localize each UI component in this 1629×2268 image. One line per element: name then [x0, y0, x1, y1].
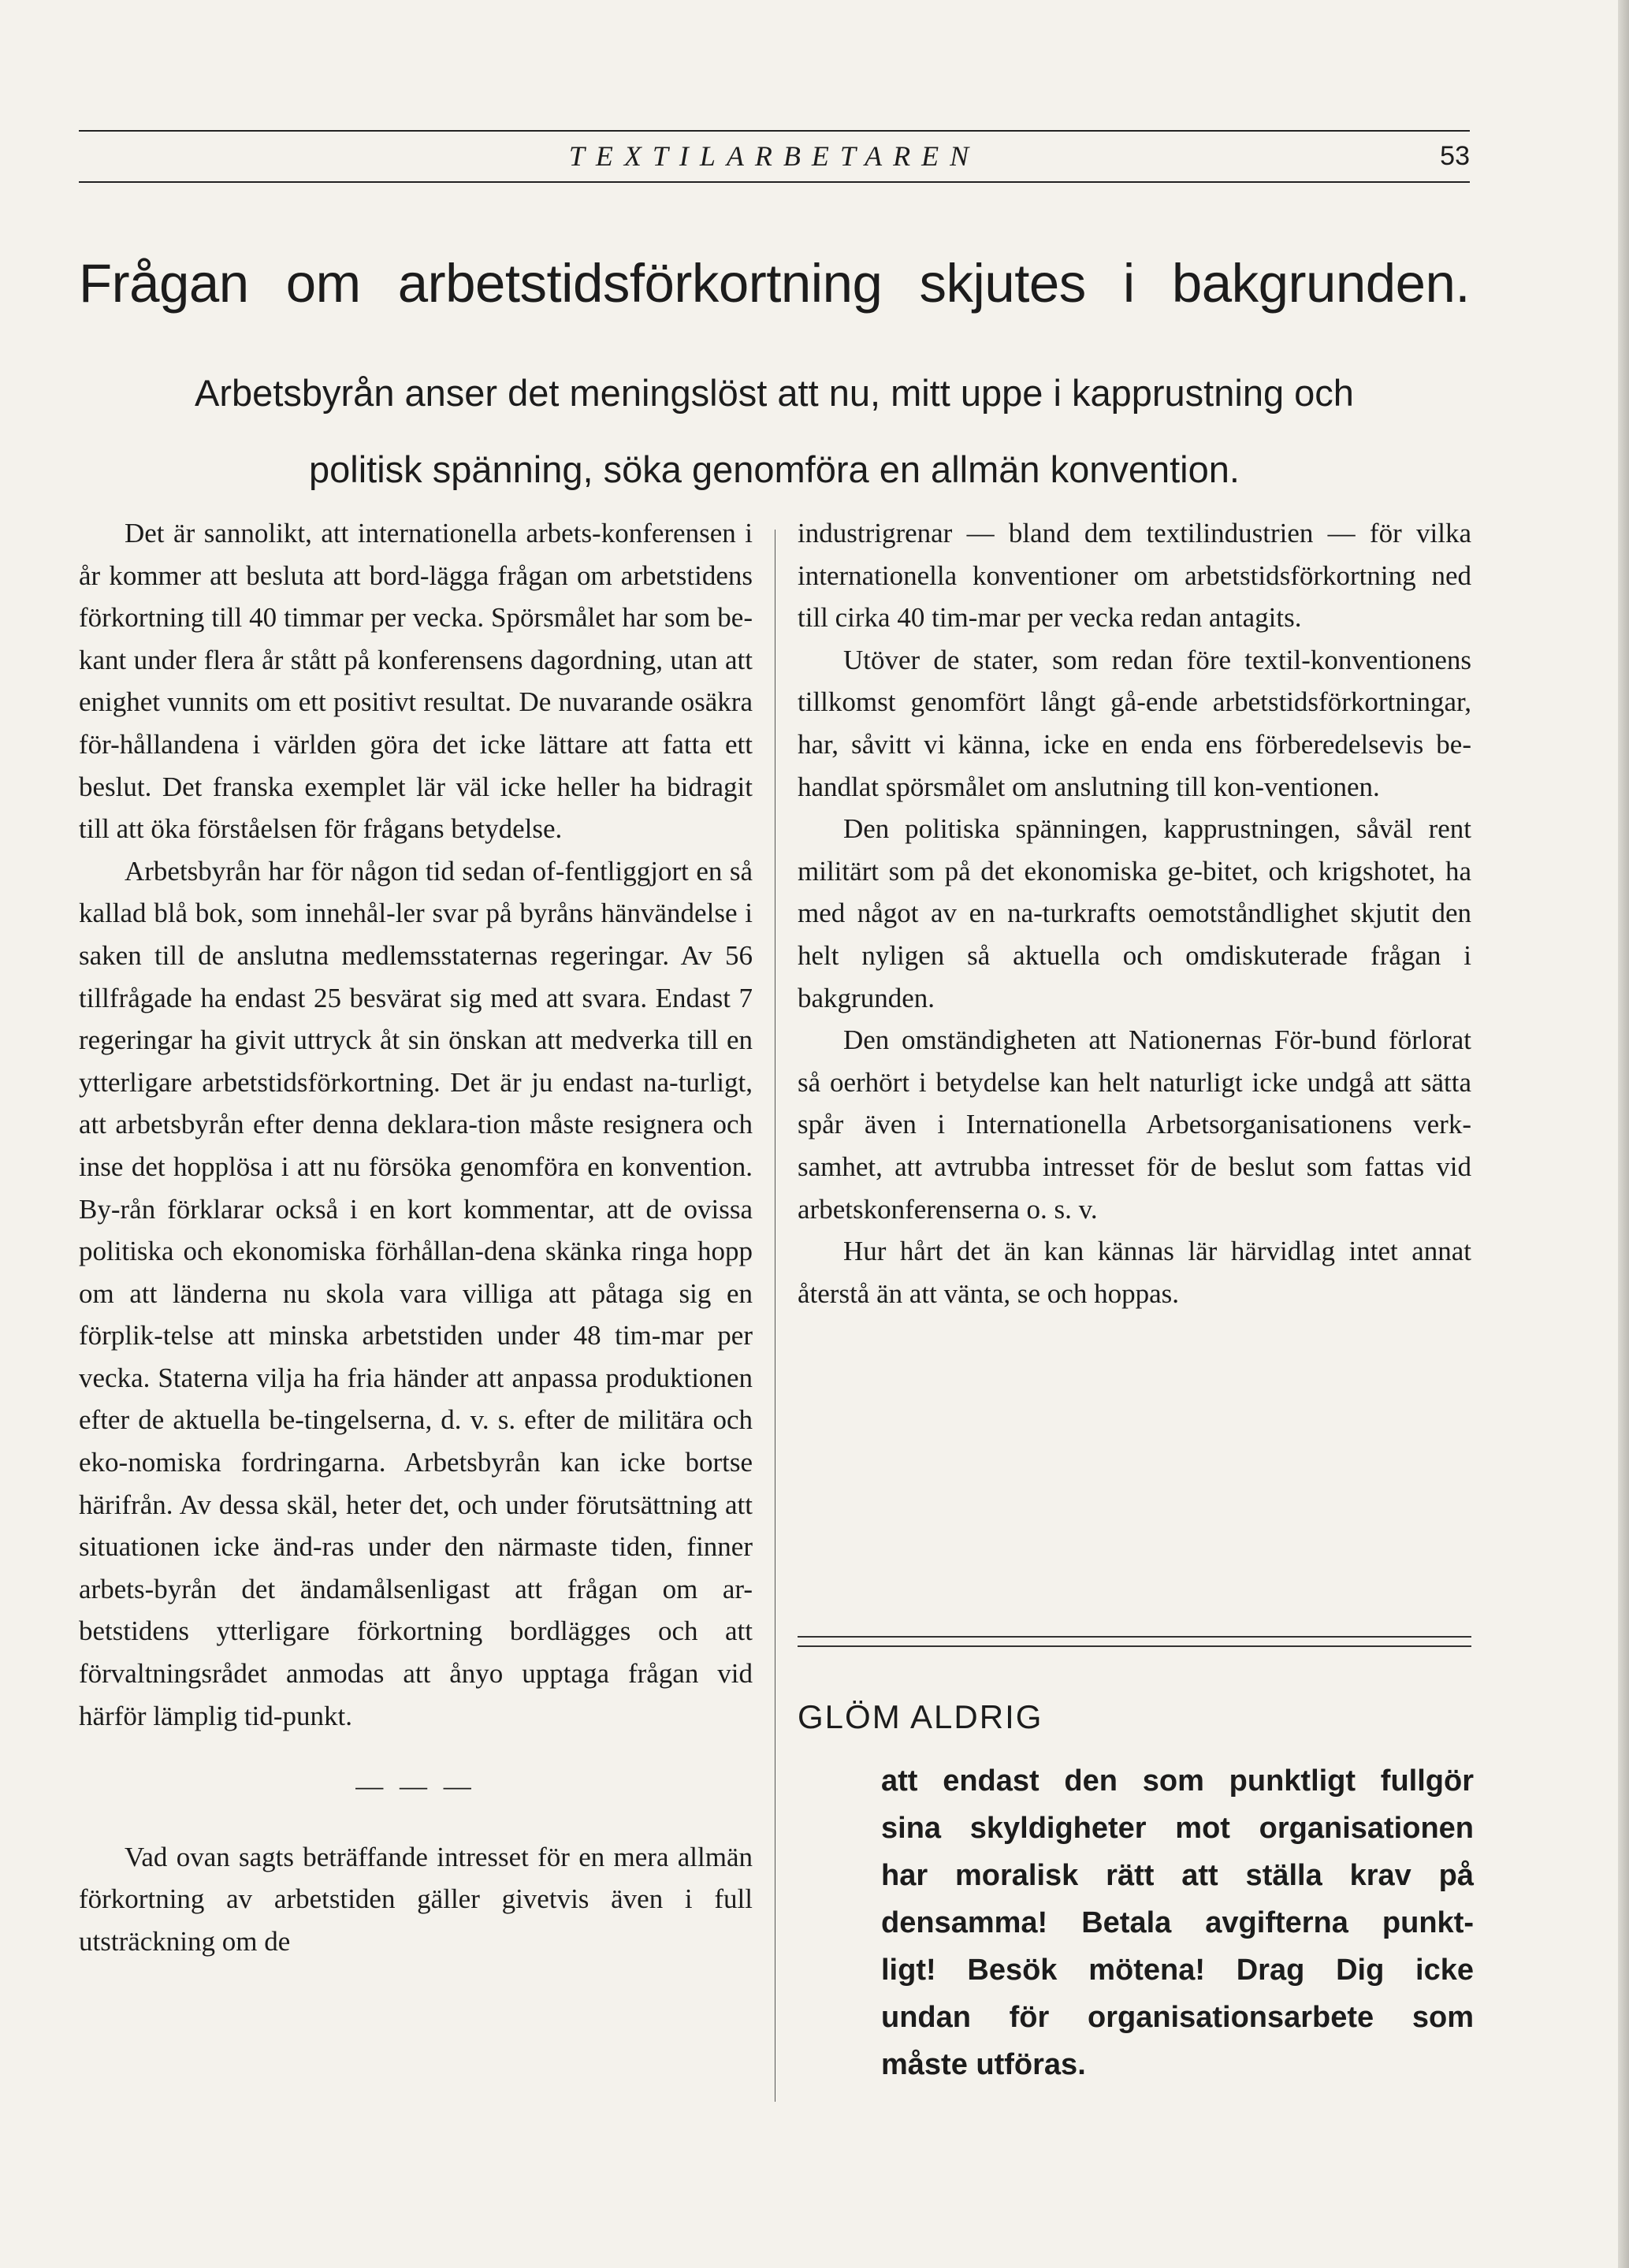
subhead-line: Arbetsbyrån anser det meningslöst att nu, mitt uppe i kapprustning och — [195, 372, 1354, 414]
left-column — [79, 512, 753, 1963]
paragraph: Den politiska spänningen, kapprustningen, såväl rent militärt som på det ekonomiska ge-bitet, och krigshotet, ha med något av en na-turkrafts oemotståndlighet skjutit den helt nyligen så aktuella och omdiskuterade frågan i bakgrunden. — [798, 813, 1471, 1013]
page-number: 53 — [1440, 141, 1470, 171]
page-header — [79, 130, 1470, 193]
paragraph-continuation: industrigrenar — bland dem textilindustrien — för vilka internationella konventioner om arbetstidsförkortning ned till cirka 40 tim-mar per vecka redan antagits. — [798, 518, 1471, 634]
paragraph: Utöver de stater, som redan före textil-konventionens tillkomst genomfört långt gå-ende arbetstidsförkortningar, har, såvitt vi känna, icke en enda ens förberedelsevis be-handlat spörsmålet om anslutning till kon-ventionen. — [798, 644, 1471, 802]
article-subhead — [79, 355, 1470, 508]
paragraph: Hur hårt det än kan kännas lär härvidlag intet annat återstå än att vänta, se och hoppas. — [798, 1236, 1471, 1309]
paragraph: Det är sannolikt, att internationella arbets-konferensen i år kommer att besluta att bord-lägga frågan om arbetstidens förkortning till 40 timmar per vecka. Spörsmålet har som be-kant under flera år stått på konferensens dagordning, utan att enighet vunnits om ett positivt resultat. De nuvarande osäkra för-hållandena i världen göra det icke lättare att fatta ett beslut. Det franska exemplet lär väl icke heller ha bidragit till att öka förståelsen för frågans betydelse. — [79, 518, 753, 845]
notice-double-rule — [798, 1636, 1471, 1647]
article-headline: Frågan om arbetstidsförkortning skjutes i bakgrunden. — [79, 253, 1470, 314]
header-rule-top — [79, 130, 1470, 132]
notice-title: GLÖM ALDRIG — [798, 1698, 1043, 1735]
subhead-line: politisk spänning, söka genomföra en allmän konvention. — [309, 448, 1240, 490]
scan-edge — [1618, 0, 1629, 2268]
notice-line: har moralisk rätt att ställa krav på — [881, 1859, 1474, 1892]
notice-body — [881, 1757, 1474, 2088]
right-column — [798, 512, 1471, 1314]
paragraph: Den omständigheten att Nationernas För-bund förlorat så oerhört i betydelse kan helt naturligt icke undgå att sätta spår även i Internationella Arbetsorganisationens verk-samhet, att avtrubba intresset för de beslut som fattas vid arbetskonferenserna o. s. v. — [798, 1024, 1471, 1225]
header-rule-bottom — [79, 181, 1470, 183]
notice-line: ligt! Besök mötena! Drag Dig icke — [881, 1954, 1474, 1987]
notice-line: undan för organisationsarbete som — [881, 2001, 1474, 2034]
notice-line: sina skyldigheter mot organisationen — [881, 1812, 1474, 1845]
masthead: TEXTILARBETAREN — [568, 140, 980, 172]
notice-line: densamma! Betala avgifterna punkt- — [881, 1906, 1474, 1939]
notice-line: måste utföras. — [881, 2048, 1086, 2081]
paragraph: Arbetsbyrån har för någon tid sedan of-fentliggjort en så kallad blå bok, som innehål-ler svar på byråns hänvändelse i saken till de anslutna medlemsstaternas regeringar. Av 56 tillfrågade ha endast 25 besvärat sig med att svara. Endast 7 regeringar ha givit uttryck åt sin önskan att medverka till en ytterligare arbetstidsförkortning. Det är ju endast na-turligt, att arbetsbyrån efter denna deklara-tion måste resignera och inse det hopplösa i att nu försöka genomföra en konvention. By-rån förklarar också i en kort kommentar, att de ovissa politiska och ekonomiska förhållan-dena skänka ringa hopp om att länderna nu skola vara villiga att påtaga sig en förplik-telse att minska arbetstiden under 48 tim-mar per vecka. Staterna vilja ha fria händer att anpassa produktionen efter de aktuella be-tingelserna, d. v. s. efter de militära och eko-nomiska fordringarna. Arbetsbyrån kan icke bortse härifrån. Av dessa skäl, heter det, och under förutsättning att situationen icke änd-ras under den närmaste tiden, finner arbets-byrån det ändamålsenligast att frågan om ar-betstidens ytterligare förkortning bordlägges och att förvaltningsrådet anmodas att ånyo upptaga frågan vid härför lämplig tid-punkt. — [79, 855, 753, 1731]
notice-line: att endast den som punktligt fullgör — [881, 1764, 1474, 1798]
paragraph: Vad ovan sagts beträffande intresset för en mera allmän förkortning av arbetstiden gäller givetvis även i full utsträckning om de — [79, 1841, 753, 1957]
section-separator: — — — — [355, 1771, 476, 1802]
